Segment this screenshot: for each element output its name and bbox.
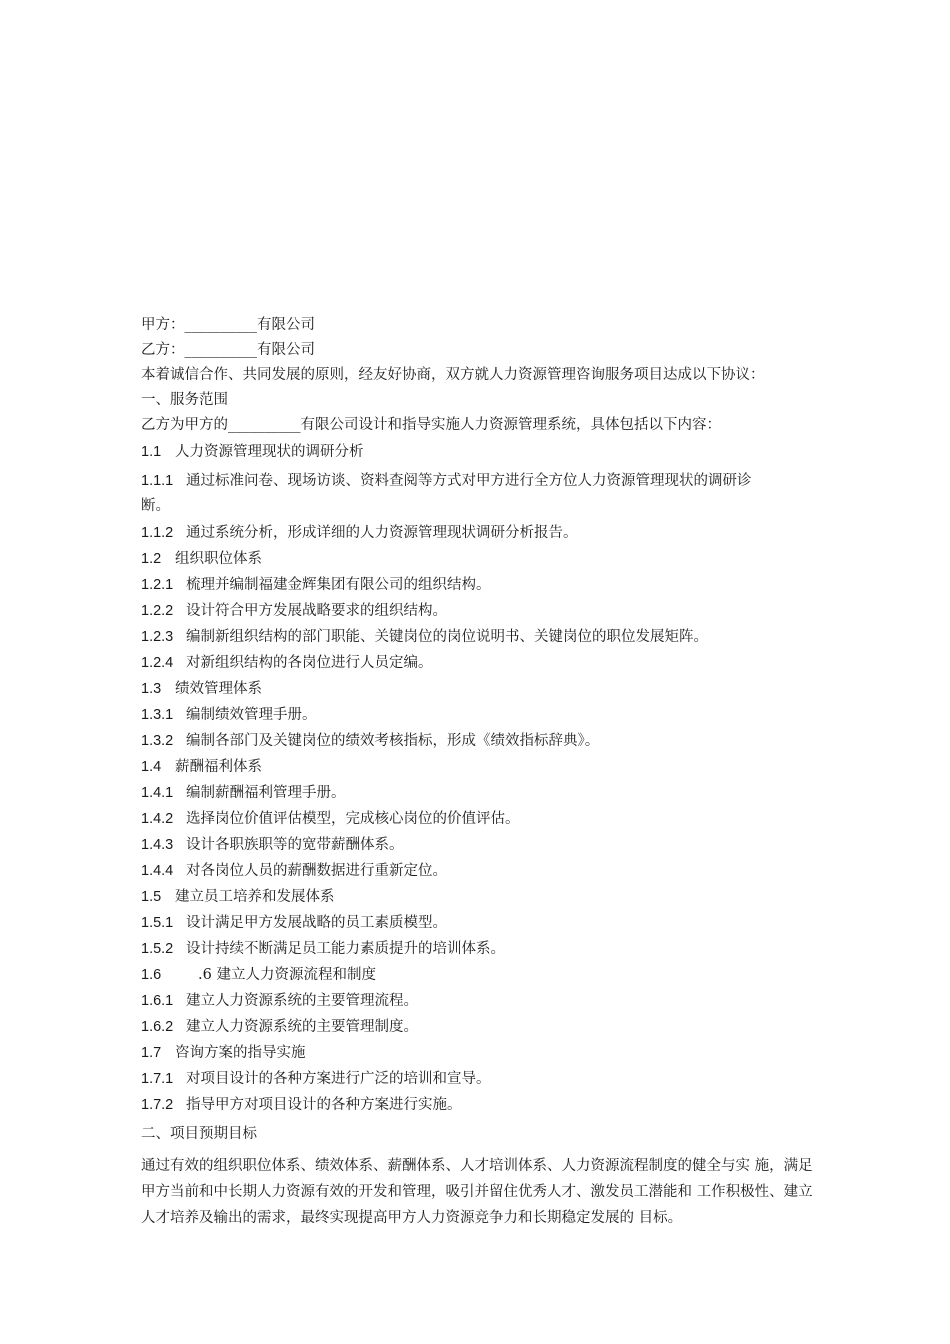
party-b-line: 乙方：__________有限公司	[141, 342, 315, 358]
list-item	[141, 835, 404, 855]
list-item	[141, 757, 262, 777]
item-number: 1.2.3	[141, 629, 174, 645]
item-number: 1.2.2	[141, 603, 174, 619]
item-number: 1.5	[141, 889, 162, 905]
item-number: 1.7.1	[141, 1071, 174, 1087]
item-text: 对新组织结构的各岗位进行人员定编。	[186, 655, 433, 671]
list-item	[141, 601, 447, 621]
list-item	[141, 731, 599, 751]
item-number: 1.4.1	[141, 785, 174, 801]
list-item	[141, 1043, 306, 1063]
list-item	[141, 887, 335, 907]
list-item	[141, 965, 376, 985]
item-number: 1.2	[141, 551, 162, 567]
item-text: 设计各职族职等的宽带薪酬体系。	[186, 837, 404, 853]
section-2-body: 通过有效的组织职位体系、绩效体系、薪酬体系、人才培训体系、人力资源流程制度的健全与实 施，满足甲方当前和中长期人力资源有效的开发和管理，吸引并留住优秀人才、激发员工潜能和 工作积极性、建立人才培养及输出的需求，最终实现提高甲方人力资源竞争力和长期稳定发展的 目标。	[141, 1158, 813, 1226]
item-text: 组织职位体系	[175, 551, 262, 567]
section-2-title: 二、项目预期目标	[141, 1126, 257, 1142]
list-item	[141, 783, 346, 803]
list-item	[141, 1095, 462, 1115]
item-number: 1.2.4	[141, 655, 174, 671]
item-number: 1.3.1	[141, 707, 174, 723]
item-number: 1.6.2	[141, 1019, 174, 1035]
item-text: 通过系统分析，形成详细的人力资源管理现状调研分析报告。	[186, 525, 578, 541]
item-number: 1.1	[141, 444, 162, 460]
item-text: 薪酬福利体系	[175, 759, 262, 775]
item-text: 指导甲方对项目设计的各种方案进行实施。	[186, 1097, 462, 1113]
party-a-line: 甲方：__________有限公司	[141, 317, 315, 333]
section-1-description: 乙方为甲方的__________有限公司设计和指导实施人力资源管理系统，具体包括以下内容：	[141, 417, 721, 433]
item-text: .6 建立人力资源流程和制度	[198, 967, 376, 983]
item-number: 1.7.2	[141, 1097, 174, 1113]
item-text: 对项目设计的各种方案进行广泛的培训和宣导。	[186, 1071, 491, 1087]
list-item	[141, 496, 170, 516]
item-number: 1.5.1	[141, 915, 174, 931]
list-item	[141, 1017, 418, 1037]
item-text: 编制薪酬福利管理手册。	[186, 785, 346, 801]
intro-paragraph: 本着诚信合作、共同发展的原则，经友好协商，双方就人力资源管理咨询服务项目达成以下协议：	[141, 367, 765, 383]
item-text: 建立人力资源系统的主要管理流程。	[186, 993, 418, 1009]
item-text: 设计符合甲方发展战略要求的组织结构。	[186, 603, 447, 619]
item-number: 1.4	[141, 759, 162, 775]
item-number: 1.4.3	[141, 837, 174, 853]
item-text: 绩效管理体系	[175, 681, 262, 697]
item-number: 1.4.2	[141, 811, 174, 827]
item-text: 建立人力资源系统的主要管理制度。	[186, 1019, 418, 1035]
item-number: 1.3.2	[141, 733, 174, 749]
item-text: 编制新组织结构的部门职能、关键岗位的岗位说明书、关键岗位的职位发展矩阵。	[186, 629, 708, 645]
item-text: 选择岗位价值评估模型，完成核心岗位的价值评估。	[186, 811, 520, 827]
list-item	[141, 471, 752, 491]
list-item	[141, 861, 447, 881]
item-text: 设计持续不断满足员工能力素质提升的培训体系。	[186, 941, 505, 957]
list-item	[141, 653, 433, 673]
item-text: 人力资源管理现状的调研分析	[175, 444, 364, 460]
item-number: 1.4.4	[141, 863, 174, 879]
item-text: 通过标准问卷、现场访谈、资料查阅等方式对甲方进行全方位人力资源管理现状的调研诊	[186, 473, 752, 489]
list-item	[141, 679, 262, 699]
list-item	[141, 575, 491, 595]
section-1-title: 一、服务范围	[141, 392, 228, 408]
list-item	[141, 549, 262, 569]
item-number: 1.6	[141, 967, 162, 983]
list-item	[141, 442, 364, 462]
item-text: 设计满足甲方发展战略的员工素质模型。	[186, 915, 447, 931]
item-text: 建立员工培养和发展体系	[175, 889, 335, 905]
item-number: 1.2.1	[141, 577, 174, 593]
item-number: 1.1.2	[141, 525, 174, 541]
list-item	[141, 913, 447, 933]
item-text: 咨询方案的指导实施	[175, 1045, 306, 1061]
list-item	[141, 705, 317, 725]
list-item	[141, 523, 578, 543]
item-text: 编制各部门及关键岗位的绩效考核指标，形成《绩效指标辞典》。	[186, 733, 600, 749]
list-item	[141, 1069, 491, 1089]
list-item	[141, 627, 708, 647]
item-text: 断。	[141, 498, 170, 514]
list-item	[141, 991, 418, 1011]
item-number: 1.5.2	[141, 941, 174, 957]
item-text: 对各岗位人员的薪酬数据进行重新定位。	[186, 863, 447, 879]
item-number: 1.3	[141, 681, 162, 697]
list-item	[141, 939, 505, 959]
item-text: 编制绩效管理手册。	[186, 707, 317, 723]
list-item	[141, 809, 520, 829]
item-number: 1.6.1	[141, 993, 174, 1009]
item-text: 梳理并编制福建金辉集团有限公司的组织结构。	[186, 577, 491, 593]
item-number: 1.7	[141, 1045, 162, 1061]
item-number: 1.1.1	[141, 473, 174, 489]
